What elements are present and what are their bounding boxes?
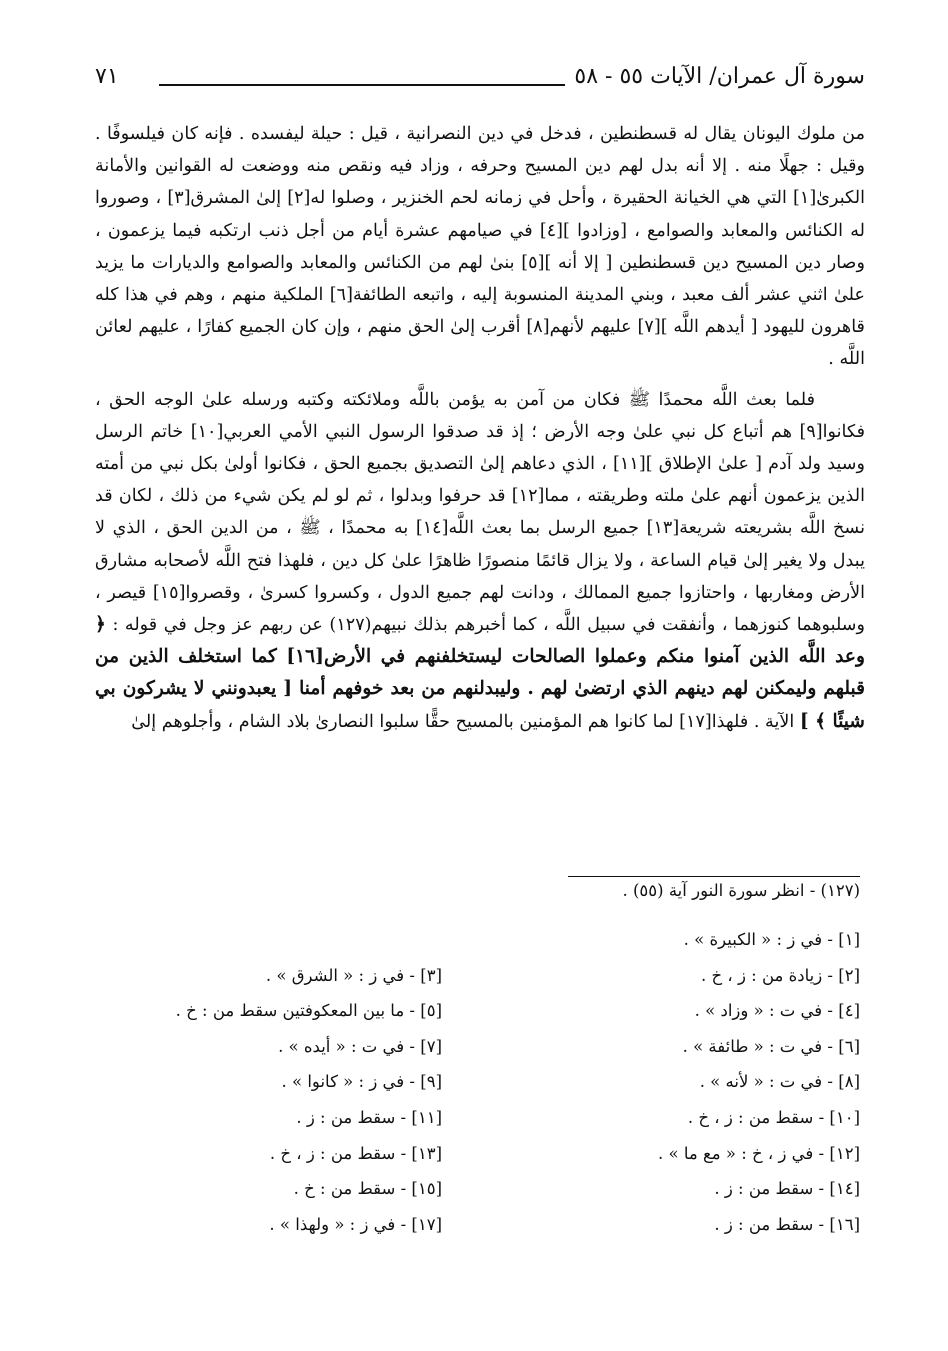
note-item: [١٣] - سقط من : ز ، خ . [269,1143,442,1163]
notes-column-left [82,925,442,1245]
note-item: [١٢] - في ز ، خ : « مع ما » . [658,1143,860,1163]
quran-verse: ﴿ وعد اللَّه الذين آمنوا منكم وعملوا الصالحات ليستخلفنهم في الأرض[١٦] كما استخلف الذين من قبلهم وليمكنن لهم دينهم الذي ارتضىٰ لهم . وليبدلنهم من بعد خوفهم أمنا [ يعبدونني لا يشركون بي شيئًا ﴾ ] [95,614,865,732]
page-header [95,64,865,98]
footnote-rule [568,876,860,877]
note-item: [٧] - في ت : « أيده » . [278,1036,442,1056]
note-item: [١] - في ز : « الكبيرة » . [683,930,860,949]
paragraph-2 [95,384,865,738]
paragraph-1: من ملوك اليونان يقال له قسطنطين ، فدخل في دين النصرانية ، قيل : حيلة ليفسده . فإنه كان فيلسوفًا . وقيل : جهلًا منه . إلا أنه بدل لهم دين المسيح وحرفه ، وزاد فيه ونقص منه ووضعت له القوانين والأمانة الكبرىٰ[١] التي هي الخيانة الحقيرة ، وأحل في زمانه لحم الخنزير ، وصلوا له[٢] إلىٰ المشرق[٣] ، وصوروا له الكنائس والمعابد والصوامع ، [وزادوا ][٤] في صيامهم عشرة أيام من أجل ذنب ارتكبه فيما يزعمون ، وصار دين المسيح دين قسطنطين [ إلا أنه ][٥] بنىٰ لهم من الكنائس والمعابد والصوامع والديارات ما يزيد علىٰ اثني عشر ألف معبد ، وبني المدينة المنسوبة إليه ، واتبعه الطائفة[٦] الملكية منهم ، وهم في هذا كله قاهرون لليهود [ أيدهم اللَّه ][٧] عليهم لأنهم[٨] أقرب إلىٰ الحق منهم ، وإن كان الجميع كفارًا ، عليهم لعائن اللَّه . [95,124,865,370]
note-item: [٣] - في ز : « الشرق » . [265,965,442,985]
main-text [95,118,865,738]
note-item: [٥] - ما بين المعكوفتين سقط من : خ . [175,1001,442,1021]
note-item: [١٧] - في ز : « ولهذا » . [269,1214,442,1234]
paragraph-2-lead: فلما بعث اللَّه محمدًا ﷺ فكان من آمن به يؤمن باللَّه وملائكته وكتبه ورسله علىٰ الوجه الحق ، فكانوا[٩] هم أتباع كل نبي علىٰ وجه الأرض ؛ إذ قد صدقوا الرسول النبي الأمي العربي[١٠] خاتم الرسل وسيد ولد آدم [ علىٰ الإطلاق ][١١] ، الذي دعاهم إلىٰ التصديق بجميع الحق ، فكانوا أولىٰ بكل نبي من أمته الذين يزعمون أنهم علىٰ ملته وطريقته ، مما[١٢] قد حرفوا وبدلوا ، ثم لو لم يكن شيء من ذلك ، لكان قد نسخ اللَّه بشريعته شريعة[١٣] جميع الرسل بما بعث اللَّه[١٤] به محمدًا ، ﷺ ، من الدين الحق ، الذي لا يبدل ولا يغير إلىٰ قيام الساعة ، ولا يزال قائمًا منصورًا ظاهرًا علىٰ كل دين ، فلهذا فتح اللَّه لأصحابه مشارق الأرض ومغاربها ، واحتازوا جميع الممالك ، ودانت لهم جميع الدول ، وكسروا كسرىٰ ، وقصروا[١٥] قيصر ، وسلبوهما كنوزهما ، وأنفقت في سبيل اللَّه ، كما أخبرهم بذلك نبيهم(١٢٧) عن ربهم عز وجل في قوله : [95,389,866,636]
running-title: سورة آل عمران/ الآيات ٥٥ - ٥٨ [574,64,865,89]
notes-column-right [500,925,860,1245]
apparatus-notes [100,925,860,1235]
note-item: [١١] - سقط من : ز . [296,1107,442,1127]
page-number: ٧١ [95,64,119,89]
paragraph-2-tail: الآية . فلهذا[١٧] لما كانوا هم المؤمنين بالمسيح حقًّا سلبوا النصارىٰ بلاد الشام ، وأجلوهم إلىٰ [131,711,795,732]
note-item: [١٤] - سقط من : ز . [714,1179,860,1199]
footnote-main: (١٢٧) - انظر سورة النور آية (٥٥) . [622,881,860,900]
note-item: [٦] - في ت : « طائفة » . [682,1036,860,1056]
note-item: [٩] - في ز : « كانوا » . [281,1072,442,1092]
note-item: [١٥] - سقط من : خ . [293,1179,442,1199]
note-item: [٤] - في ت : « وزاد » . [694,1001,860,1021]
header-rule [159,84,565,86]
note-item [82,925,442,961]
note-item: [١٦] - سقط من : ز . [714,1214,860,1234]
note-item: [١٠] - سقط من : ز ، خ . [687,1107,860,1127]
note-item: [٢] - زيادة من : ز ، خ . [700,965,860,985]
note-item: [٨] - في ت : « لأنه » . [699,1072,860,1092]
